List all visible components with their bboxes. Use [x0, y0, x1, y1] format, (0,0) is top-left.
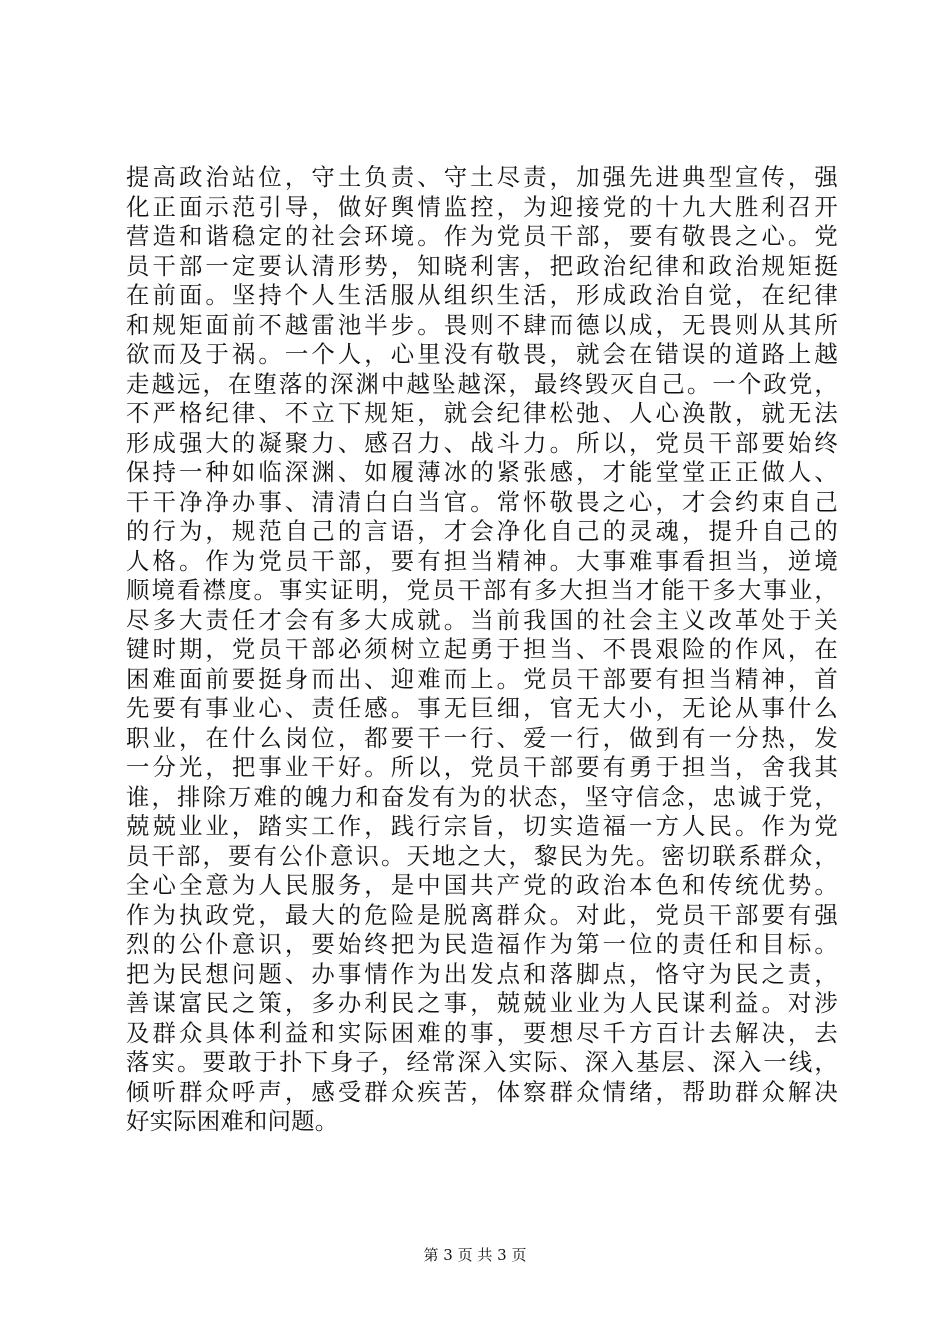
text-line: 化正面示范引导，做好舆情监控，为迎接党的十九大胜利召开	[126, 192, 838, 221]
text-line: 善谋富民之策，多办利民之事，兢兢业业为人民谋利益。对涉	[126, 989, 838, 1017]
text-line: 保持一种如临深渊、如履薄冰的紧张感，才能堂堂正正做人、	[126, 458, 838, 486]
text-line: 烈的公仆意识，要始终把为民造福作为第一位的责任和目标。	[126, 930, 838, 958]
text-line: 谁，排除万难的魄力和奋发有为的状态，坚守信念，忠诚于党，	[126, 782, 838, 811]
text-line: 走越远，在堕落的深渊中越坠越深，最终毁灭自己。一个政党，	[126, 369, 838, 398]
text-line: 先要有事业心、责任感。事无巨细，官无大小，无论从事什么	[126, 694, 838, 722]
text-line: 尽多大责任才会有多大成就。当前我国的社会主义改革处于关	[126, 605, 838, 634]
text-line: 落实。要敢于扑下身子，经常深入实际、深入基层、深入一线，	[126, 1048, 838, 1076]
page-footer: 第 3 页 共 3 页	[423, 1246, 527, 1264]
text-line: 干干净净办事、清清白白当官。常怀敬畏之心，才会约束自己	[126, 487, 838, 516]
text-line: 人格。作为党员干部，要有担当精神。大事难事看担当，逆境	[126, 546, 838, 575]
text-line: 形成强大的凝聚力、感召力、战斗力。所以，党员干部要始终	[126, 428, 838, 457]
text-line: 不严格纪律、不立下规矩，就会纪律松弛、人心涣散，就无法	[126, 399, 838, 427]
text-line: 及群众具体利益和实际困难的事，要想尽千方百计去解决，去	[126, 1018, 838, 1047]
text-line: 顺境看襟度。事实证明，党员干部有多大担当才能干多大事业，	[126, 576, 838, 604]
text-line: 的行为，规范自己的言语，才会净化自己的灵魂，提升自己的	[126, 517, 838, 545]
text-line: 和规矩面前不越雷池半步。畏则不肆而德以成，无畏则从其所	[126, 310, 838, 339]
text-line: 全心全意为人民服务，是中国共产党的政治本色和传统优势。	[126, 871, 838, 899]
text-line: 员干部一定要认清形势，知晓利害，把政治纪律和政治规矩挺	[126, 251, 838, 280]
text-line: 员干部，要有公仆意识。天地之大，黎民为先。密切联系群众，	[126, 841, 838, 870]
text-line: 在前面。坚持个人生活服从组织生活，形成政治自觉，在纪律	[126, 281, 838, 309]
text-line: 倾听群众呼声，感受群众疾苦，体察群众情绪，帮助群众解决	[126, 1077, 838, 1106]
text-line: 兢兢业业，踏实工作，践行宗旨，切实造福一方人民。作为党	[126, 812, 838, 840]
text-line: 把为民想问题、办事情作为出发点和落脚点，恪守为民之责，	[126, 959, 838, 988]
text-line: 欲而及于祸。一个人，心里没有敬畏，就会在错误的道路上越	[126, 340, 838, 368]
text-line: 好实际困难和问题。	[126, 1107, 339, 1135]
text-line: 键时期，党员干部必须树立起勇于担当、不畏艰险的作风，在	[126, 635, 838, 663]
body-paragraph	[126, 163, 838, 1137]
text-line: 一分光，把事业干好。所以，党员干部要有勇于担当，舍我其	[126, 753, 838, 781]
text-line: 职业，在什么岗位，都要干一行、爱一行，做到有一分热，发	[126, 723, 838, 752]
text-line: 作为执政党，最大的危险是脱离群众。对此，党员干部要有强	[126, 900, 838, 929]
text-line: 困难面前要挺身而出、迎难而上。党员干部要有担当精神，首	[126, 664, 838, 693]
text-line: 提高政治站位，守土负责、守土尽责，加强先进典型宣传，强	[126, 163, 838, 191]
text-line: 营造和谐稳定的社会环境。作为党员干部，要有敬畏之心。党	[126, 222, 838, 250]
